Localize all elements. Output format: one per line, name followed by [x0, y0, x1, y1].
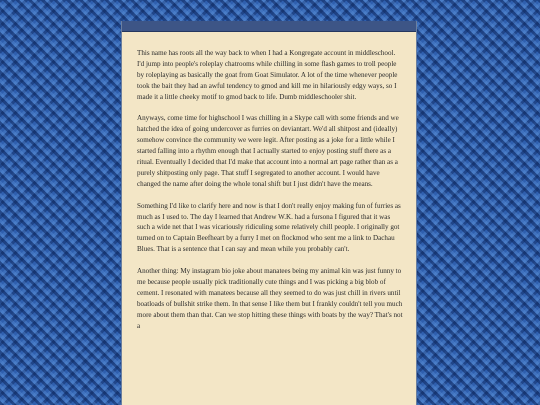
bio-panel [121, 21, 417, 405]
bio-paragraph-3: Something I'd like to clarify here and now is that I don't really enjoy making fun of furries as much as I used to. The day I learned that Andrew W.K. had a fursona I figured that it was such a wide net that I was vicariously ridiculing some relatively chill people. I originally got turned on to Captain Beefheart by a furry I met on flockmod who sent me a link to Dachau Blues. That is a sentence that I can say and mean while you probably can't. [137, 201, 401, 254]
bio-paragraph-1: This name has roots all the way back to when I had a Kongregate account in middleschool. I'd jump into people's roleplay chatrooms while chilling in some flash games to troll people by roleplaying as basically the goat from Goat Simulator. A lot of the time whenever people took the bait they had an awful tendency to gmod and kill me in hilariously edgy ways, so I made it a little cheeky motif to gmod back to life. Dumb middleschooler shit. [137, 49, 398, 101]
bio-text [122, 32, 416, 332]
bio-paragraph-4: Another thing: My instagram bio joke about manatees being my animal kin was just funny to me because people usually pick traditionally cute things and I was picking a big blob of cement. I resonated with manatees because all they seemed to do was just chill in rivers until boatloads of bullshit strike them. In that sense I like them but I frankly couldn't tell you much more about them than that. Can we stop hitting these things with boats by the way? That's not a [137, 267, 403, 330]
bio-paragraph-2: Anyways, come time for highschool I was chilling in a Skype call with some friends and we hatched the idea of going undercover as furries on deviantart. We'd all shitpost and (ideally) somehow convince the community we were legit. After posting as a joke for a little while I started falling into a rhythm enough that I actually started to enjoy posting stuff there as a ritual. Eventually I decided that I'd make that account into a normal art page rather than as a purely shitposting only page. That stuff I segregated to another account. I would have changed the name after doing the whole tonal shift but I just didn't have the means. [137, 114, 399, 188]
panel-header-bar [122, 21, 416, 32]
